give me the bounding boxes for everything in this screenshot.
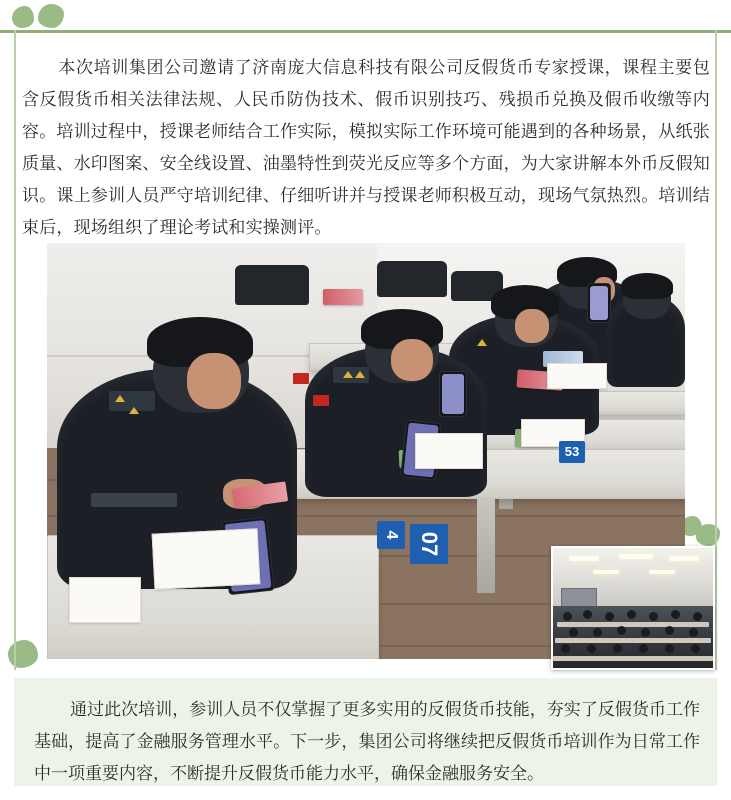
desk-tag-07: 07 bbox=[410, 524, 448, 564]
paragraph-intro-text: 本次培训集团公司邀请了济南庞大信息科技有限公司反假货币专家授课，课程主要包含反假货币相关法律法规、人民币防伪技术、假币识别技巧、残损币兑换及假币收缴等内容。培训过程中，授课老师结合工作实际，模拟实际工作环境可能遇到的各种场景，从纸张质量、水印图案、安全线设置、油墨特性到荧光反应等多个方面，为大家讲解本外币反假知识。课上参训人员严守培训纪律、仔细听讲并与授课老师积极互动，现场气氛热烈。培训结束后，现场组织了理论考试和实操测评。 bbox=[22, 58, 710, 237]
frame-line-left bbox=[14, 30, 16, 670]
leaf-decoration-middle-right-icon bbox=[680, 512, 720, 548]
desk-tag-4: 4 bbox=[377, 521, 405, 549]
leaf-decoration-top-left-icon bbox=[12, 4, 66, 30]
paragraph-intro bbox=[22, 52, 710, 244]
training-photo-inset bbox=[551, 546, 715, 670]
paragraph-conclusion bbox=[34, 694, 700, 790]
frame-line-right bbox=[715, 30, 717, 670]
top-divider bbox=[0, 30, 731, 33]
paragraph-conclusion-text: 通过此次培训，参训人员不仅掌握了更多实用的反假货币技能，夯实了反假货币工作基础，提高了金融服务管理水平。下一步，集团公司将继续把反假货币培训作为日常工作中一项重要内容，不断提升反假货币能力水平，确保金融服务安全。 bbox=[34, 700, 700, 783]
desk-tag-53: 53 bbox=[559, 441, 585, 463]
